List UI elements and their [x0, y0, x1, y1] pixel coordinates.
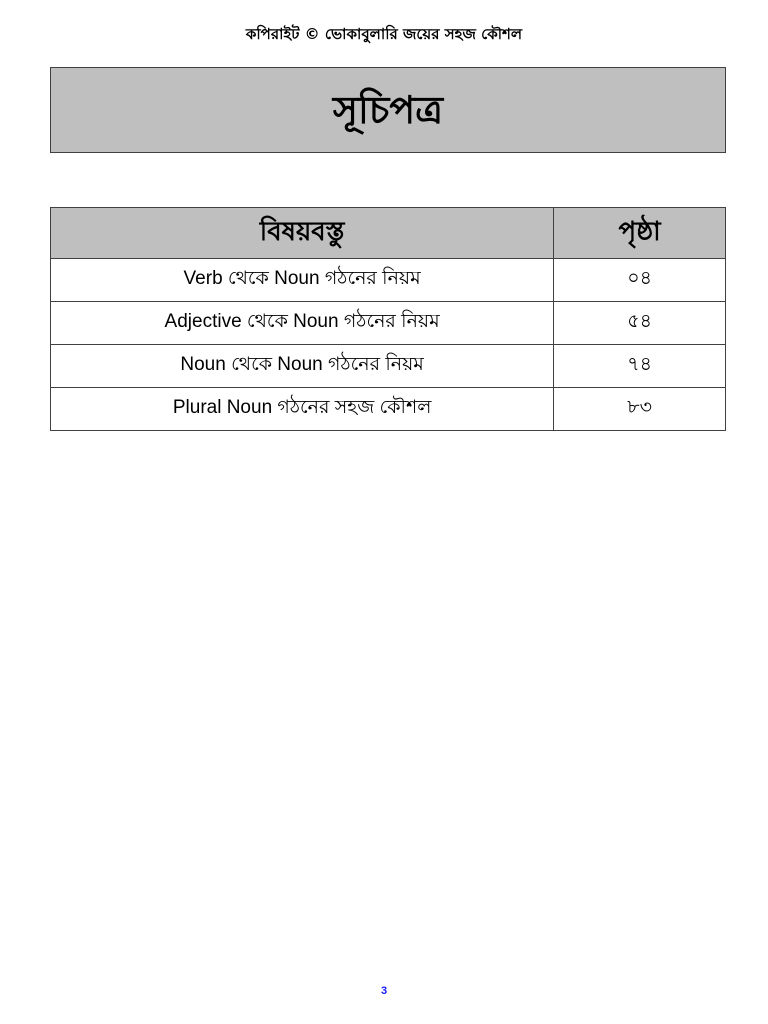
toc-header-page: পৃষ্ঠা: [554, 208, 726, 259]
toc-topic: Plural Noun গঠনের সহজ কৌশল: [51, 388, 554, 431]
table-row: [51, 302, 726, 345]
table-row: [51, 345, 726, 388]
toc-page: ০৪: [554, 259, 726, 302]
toc-header-topic: বিষয়বস্তু: [51, 208, 554, 259]
copyright-line: কপিরাইট © ভোকাবুলারি জয়ের সহজ কৌশল: [245, 25, 523, 43]
page-number: 3: [380, 985, 388, 997]
toc-page: ৭৪: [554, 345, 726, 388]
table-row: [51, 259, 726, 302]
table-of-contents: [50, 207, 726, 431]
toc-page: ৮৩: [554, 388, 726, 431]
toc-topic: Adjective থেকে Noun গঠনের নিয়ম: [51, 302, 554, 345]
table-row: [51, 388, 726, 431]
toc-header-row: [51, 208, 726, 259]
toc-topic: Noun থেকে Noun গঠনের নিয়ম: [51, 345, 554, 388]
page-title: সূচিপত্র: [332, 88, 444, 132]
title-banner: [50, 67, 726, 153]
toc-topic: Verb থেকে Noun গঠনের নিয়ম: [51, 259, 554, 302]
toc-page: ৫৪: [554, 302, 726, 345]
